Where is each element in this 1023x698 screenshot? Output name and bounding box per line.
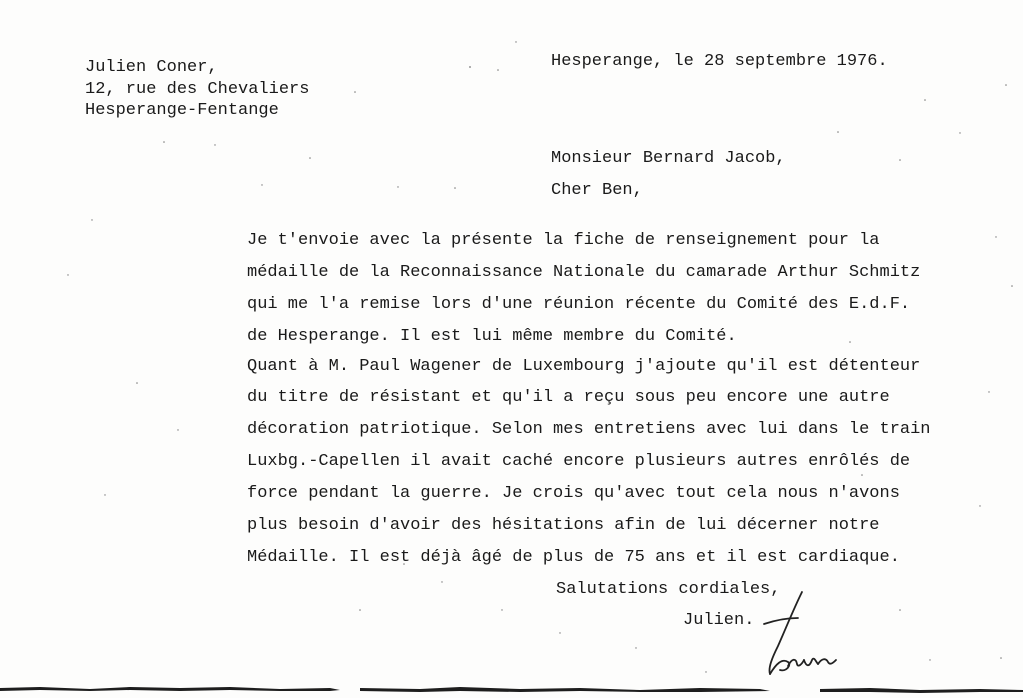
body-line: force pendant la guerre. Je crois qu'avec tout cela nous n'avons [247, 484, 900, 503]
sender-city: Hesperange-Fentange [85, 101, 279, 120]
recipient-name: Monsieur Bernard Jacob, [551, 149, 786, 168]
torn-bottom-edge [0, 680, 1023, 698]
salutation: Cher Ben, [551, 181, 643, 200]
handwritten-signature [742, 588, 862, 683]
body-line: Médaille. Il est déjà âgé de plus de 75 ans et il est cardiaque. [247, 548, 900, 567]
closing-greeting: Salutations cordiales, [556, 580, 781, 599]
body-line: Quant à M. Paul Wagener de Luxembourg j'ajoute qu'il est détenteur [247, 357, 921, 376]
typed-signature: Julien. [683, 611, 755, 630]
letter-date: Hesperange, le 28 septembre 1976. [551, 52, 888, 71]
sender-name: Julien Coner, [85, 58, 218, 77]
body-line: Luxbg.-Capellen il avait caché encore plusieurs autres enrôlés de [247, 452, 911, 471]
body-line: du titre de résistant et qu'il a reçu sous peu encore une autre [247, 388, 890, 407]
body-line: Je t'envoie avec la présente la fiche de renseignement pour la [247, 231, 880, 250]
body-line: médaille de la Reconnaissance Nationale du camarade Arthur Schmitz [247, 263, 921, 282]
body-line: plus besoin d'avoir des hésitations afin de lui décerner notre [247, 516, 880, 535]
body-line: qui me l'a remise lors d'une réunion récente du Comité des E.d.F. [247, 295, 911, 314]
body-line: décoration patriotique. Selon mes entretiens avec lui dans le train [247, 420, 931, 439]
body-line: de Hesperange. Il est lui même membre du Comité. [247, 327, 737, 346]
sender-street: 12, rue des Chevaliers [85, 80, 310, 99]
